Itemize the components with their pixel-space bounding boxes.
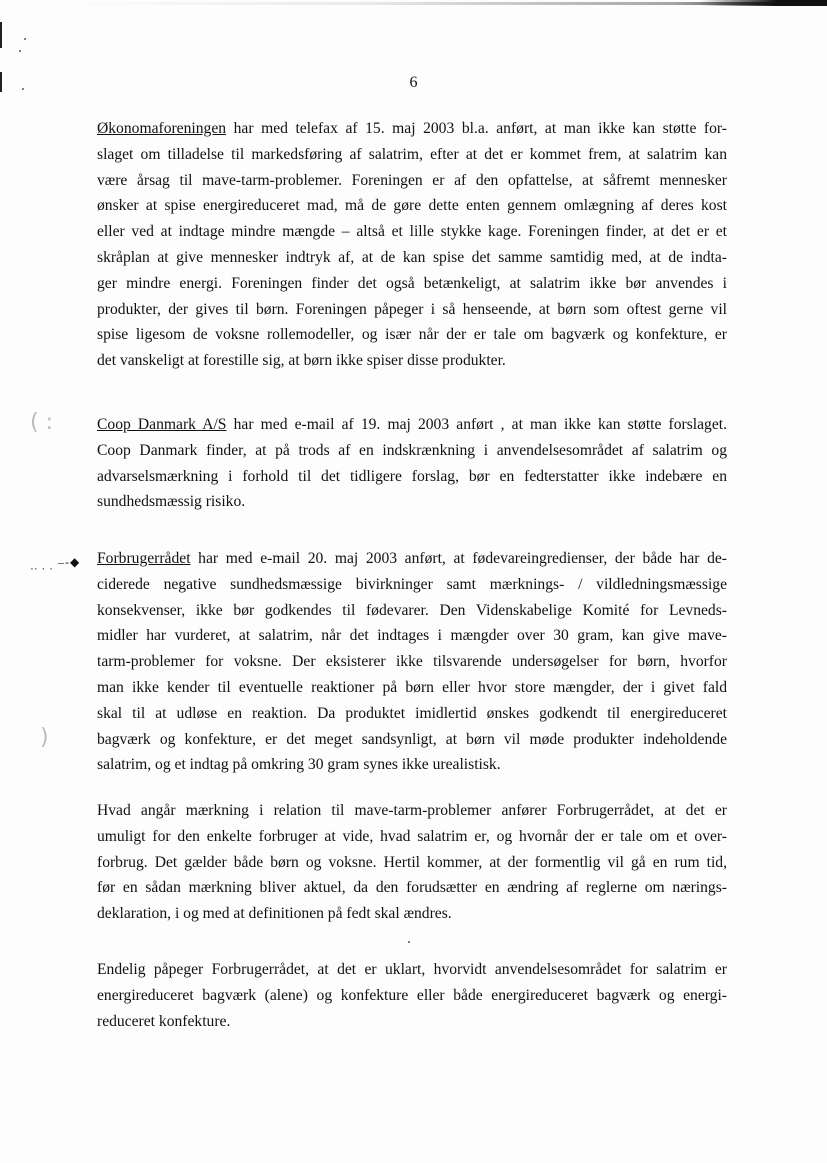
text-line: midler har vurderet, at salatrim, når det indtages i mængder over 30 gram, kan give mave-	[97, 627, 727, 645]
text-line: reduceret konfekture.	[97, 1012, 231, 1030]
text-line: Coop Danmark finder, at på trods af en indskrænkning i anvendelsesområdet af salatrim og	[97, 441, 727, 459]
text-line: sundhedsmæssig risiko.	[97, 493, 246, 511]
text-line: Endelig påpeger Forbrugerrådet, at det er uklart, hvorvidt anvendelsesområdet for salatrim er	[97, 961, 727, 978]
paragraph-endelig	[97, 957, 727, 1034]
scan-edge-shadow	[700, 0, 827, 6]
text-line: tarm-problemer for voksne. Der eksisterer ikke tilsvarende undersøgelser for børn, hvorfor	[97, 653, 727, 671]
text-line: deklaration, i og med at definitionen på fedt skal ændres.	[97, 905, 452, 923]
text-line: slaget om tilladelse til markedsføring af salatrim, efter at det er kommet frem, at salatrim kan	[97, 145, 727, 163]
text-line: konsekvenser, ikke bør godkendes til fødevarer. Den Videnskabelige Komité for Levneds-	[97, 601, 727, 619]
margin-mark: ( :	[30, 410, 53, 435]
text-line: det vanskeligt at forestille sig, at børn ikke spiser disse produkter.	[97, 352, 506, 370]
text-line: advarselsmærkning i forhold til det tidligere forslag, bør en fedterstatter ikke indebære en	[97, 467, 727, 485]
scan-speck	[408, 941, 410, 943]
page-number: 6	[409, 74, 418, 91]
text-line: være årsag til mave-tarm-problemer. Foreningen er af den opfattelse, at såfremt mennesker	[97, 171, 727, 189]
text-line: Forbrugerrådet har med e-mail 20. maj 2003 anført, at fødevareingredienser, der både har de-	[97, 550, 727, 567]
text-line: før en sådan mærkning bliver aktuel, da den forudsætter en ændring af reglerne om nærings-	[97, 879, 727, 897]
scan-edge-mark	[0, 22, 2, 48]
text-line: energireduceret bagværk (alene) og konfekture eller både energireduceret bagværk og energi-	[97, 986, 727, 1004]
margin-arrow-icon: ‒ - ◆	[58, 555, 79, 569]
text-line: spise ligesom de voksne rollemodeller, og især når der er tale om bagværk og konfekture, er	[97, 326, 727, 344]
scan-speck	[19, 50, 21, 52]
text-line: bagværk og konfekture, er det meget sandsynligt, at børn vil møde produkter indeholdende	[97, 730, 727, 748]
text-line: ger mindre energi. Foreningen finder det også betænkeligt, at salatrim ikke bør anvendes i	[97, 274, 727, 292]
organization-name: Forbrugerrådet	[97, 550, 191, 567]
text-line: ønsker at spise energireduceret mad, må de gøre dette enten gennem omlægning af deres kost	[97, 197, 727, 215]
text-line: eller ved at indtage mindre mængde – altså et lille stykke kage. Foreningen finder, at det er et	[97, 223, 727, 241]
text-line: skråplan at give mennesker indtryk af, at de kan spise det samme samtidig med, at de indta-	[97, 248, 727, 266]
text-line: salatrim, og et indtag på omkring 30 gram synes ikke urealistisk.	[97, 756, 501, 774]
text-line: skal til at udløse en reaktion. Da produktet imidlertid ønskes godkendt til energireduceret	[97, 704, 727, 722]
paragraph-coop-danmark	[97, 412, 727, 515]
text-line: produkter, der gives til børn. Foreningen påpeger i så henseende, at børn som oftest gerne vil	[97, 300, 727, 318]
text-line: Økonomaforeningen har med telefax af 15. maj 2003 bl.a. anført, at man ikke kan støtte for-	[97, 120, 727, 137]
text-line: Hvad angår mærkning i relation til mave-tarm-problemer anfører Forbrugerrådet, at det er	[97, 802, 727, 819]
scan-speck	[24, 38, 26, 40]
text-line: forbrug. Det gælder både børn og voksne. Hertil kommer, at der formentlig vil gå en rum tid,	[97, 853, 727, 871]
margin-mark: )	[40, 725, 49, 750]
paragraph-forbrugerraadet	[97, 546, 727, 778]
text-line: ciderede negative sundhedsmæssige bivirkninger samt mærknings- / vildledningsmæssige	[97, 575, 727, 593]
paragraph-okonomaforeningen	[97, 116, 727, 374]
text-line: Coop Danmark A/S har med e-mail af 19. maj 2003 anført , at man ikke kan støtte forslaget.	[97, 416, 728, 433]
text-line: umuligt for den enkelte forbruger at vide, hvad salatrim er, og hvornår der er tale om et over-	[97, 827, 727, 845]
margin-mark: ·· · ·	[30, 562, 53, 576]
organization-name: Økonomaforeningen	[97, 120, 227, 137]
organization-name: Coop Danmark A/S	[97, 416, 227, 433]
text-line: man ikke kender til eventuelle reaktioner på børn eller hvor store mængder, der i givet fald	[97, 678, 727, 696]
paragraph-maerkning	[97, 798, 727, 927]
